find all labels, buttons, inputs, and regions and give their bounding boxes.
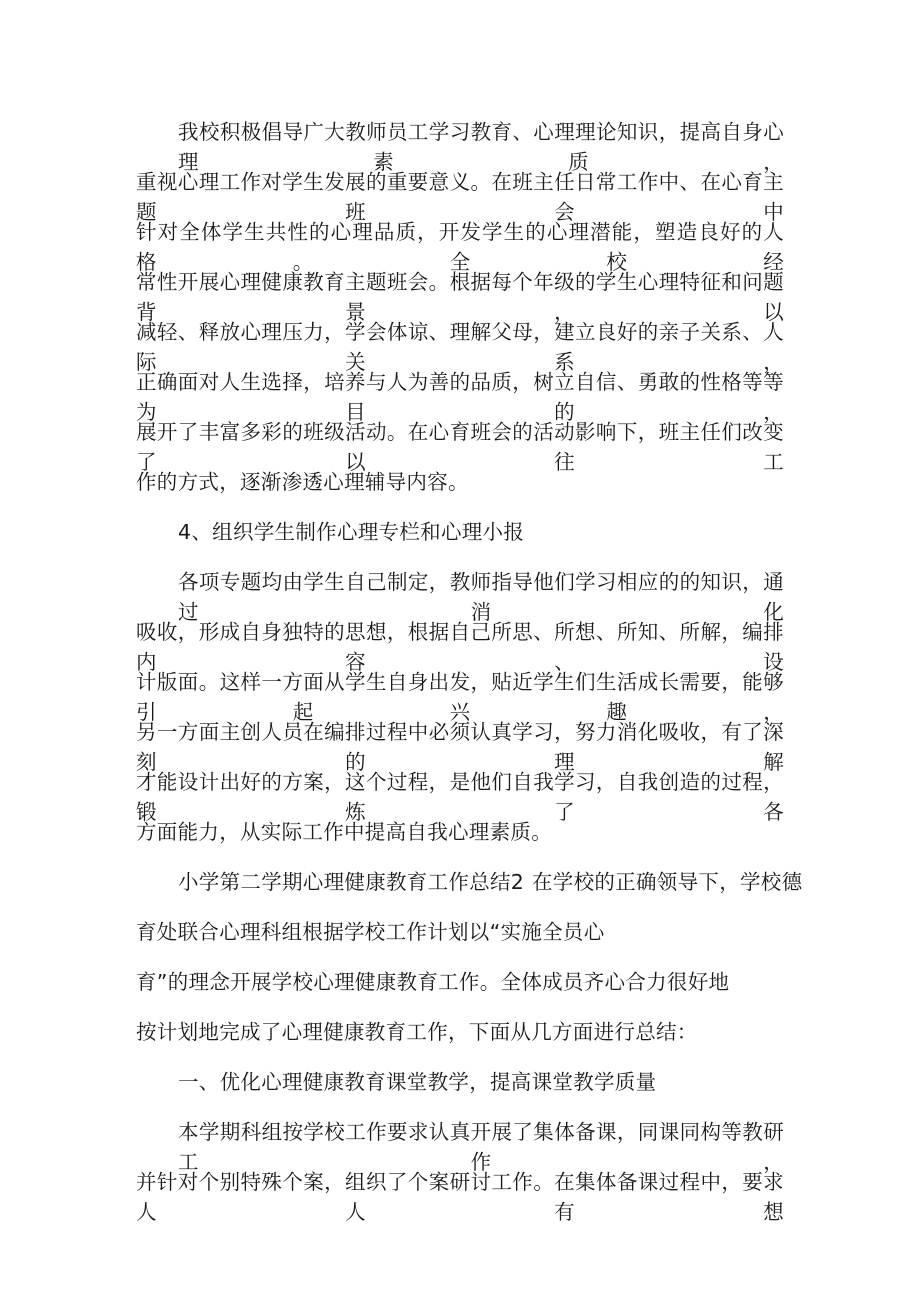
paragraph1-line-5: 减轻、释放心理压力，学会体谅、理解父母，建立良好的亲子关系、人际关系，: [136, 320, 784, 374]
section2-title: 小学第二学期心理健康教育工作总结2: [178, 870, 525, 894]
section-heading-4: 4、组织学生制作心理专栏和心理小报: [178, 520, 525, 544]
paragraph3-line-2: 并针对个别特殊个案，组织了个案研讨工作。在集体备课过程中，要求人人有想: [136, 1170, 784, 1224]
paragraph2-line-1: 各项专题均由学生自己制定，教师指导他们学习相应的的知识，通过消化: [178, 570, 784, 624]
paragraph1-line-6: 正确面对人生选择，培养与人为善的品质，树立自信、勇敢的性格等等为目的，: [136, 370, 784, 424]
paragraph1-line-2: 重视心理工作对学生发展的重要意义。在班主任日常工作中、在心育主题班会中: [136, 170, 784, 224]
paragraph2-line-2: 吸收，形成自身独特的思想，根据自己所思、所想、所知、所解，编排内容、设: [136, 620, 784, 674]
paragraph1-line-4: 常性开展心理健康教育主题班会。根据每个年级的学生心理特征和问题背景，以: [136, 270, 784, 324]
paragraph1-line-3: 针对全体学生共性的心理品质，开发学生的心理潜能，塑造良好的人格。全校经: [136, 220, 784, 274]
paragraph2-line-4: 另一方面主创人员在编排过程中必须认真学习，努力消化吸收，有了深刻的理解: [136, 720, 784, 774]
section2-line-1: 育处联合心理科组根据学校工作计划以“实施全员心: [136, 920, 605, 944]
section2-line-2: 育”的理念开展学校心理健康教育工作。全体成员齐心合力很好地: [136, 970, 730, 994]
paragraph3-line-1: 本学期科组按学校工作要求认真开展了集体备课，同课同构等教研工作，: [178, 1120, 784, 1174]
paragraph2-line-5: 才能设计出好的方案，这个过程，是他们自我学习，自我创造的过程，锻炼了各: [136, 770, 784, 824]
paragraph2-line-6: 方面能力，从实际工作中提高自我心理素质。: [136, 820, 552, 844]
paragraph2-line-3: 计版面。这样一方面从学生自身出发，贴近学生们生活成长需要，能够引起兴趣，: [136, 670, 784, 724]
section2-line-3: 按计划地完成了心理健康教育工作，下面从几方面进行总结：: [136, 1020, 698, 1044]
paragraph1-line-8: 作的方式，逐渐渗透心理辅导内容。: [136, 470, 469, 494]
paragraph1-line-7: 展开了丰富多彩的班级活动。在心育班会的活动影响下，班主任们改变了以往工: [136, 420, 784, 474]
section2-title-continuation: 在学校的正确领导下，学校德: [532, 870, 803, 894]
section-heading-one: 一、优化心理健康教育课堂教学，提高课堂教学质量: [178, 1070, 657, 1094]
paragraph1-line-1: 我校积极倡导广大教师员工学习教育、心理理论知识，提高自身心理素质，: [178, 120, 784, 174]
